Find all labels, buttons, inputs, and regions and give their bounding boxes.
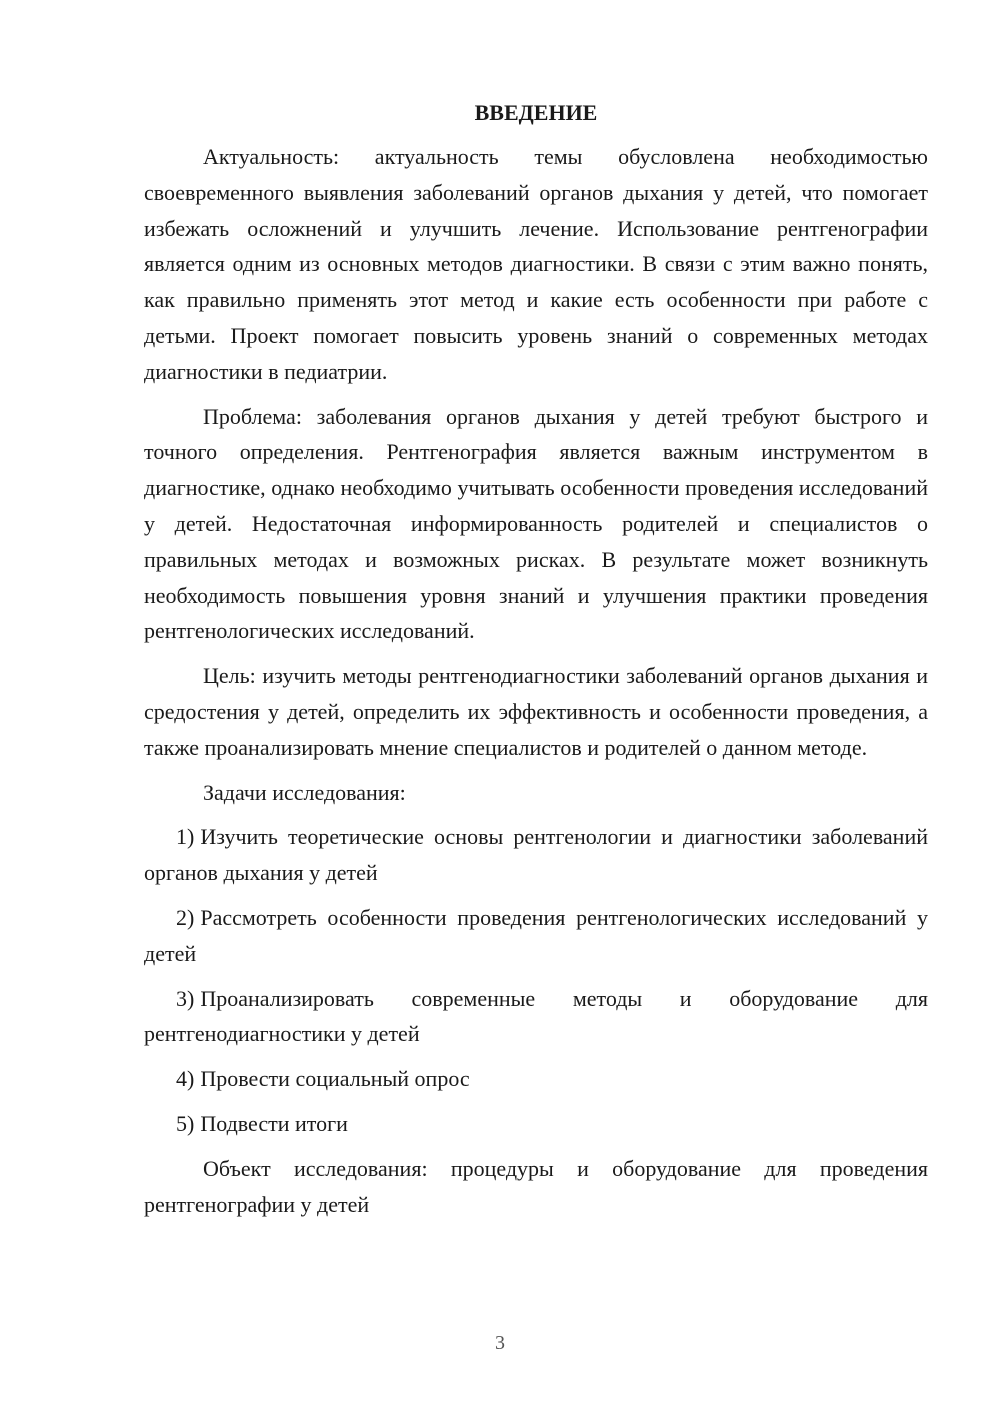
task-number: 4) (176, 1066, 195, 1092)
task-text: Подвести итоги (200, 1110, 348, 1136)
task-item-5 (144, 1106, 928, 1142)
task-number: 3) (176, 985, 195, 1011)
task-text: Изучить теоретические основы рентгенологии и диагностики заболеваний органов дыхания у детей (144, 824, 928, 886)
task-text: Рассмотреть особенности проведения рентгенологических исследований у детей (144, 904, 928, 966)
section-title: ВВЕДЕНИЕ (474, 100, 598, 125)
task-item-3 (144, 981, 928, 1053)
task-item-1 (144, 819, 928, 891)
object-paragraph: Объект исследования: процедуры и оборудование для проведения рентгенографии у детей (144, 1155, 928, 1217)
relevance-paragraph: Актуальность: актуальность темы обусловлена необходимостью своевременного выявления заболеваний органов дыхания у детей, что помогает избежать осложнений и улучшить лечение. Использование рентгенографии является одним из основных методов диагностики. В связи с этим важно понять, как правильно применять этот метод и какие есть особенности при работе с детьми. Проект помогает повысить уровень знаний о современных методах диагностики в педиатрии. (144, 144, 928, 384)
goal-paragraph: Цель: изучить методы рентгенодиагностики заболеваний органов дыхания и средостения у детей, определить их эффективность и особенности проведения, а также проанализировать мнение специалистов и родителей о данном методе. (144, 663, 928, 760)
task-number: 1) (176, 824, 195, 850)
task-text: Проанализировать современные методы и оборудование для рентгенодиагностики у детей (144, 985, 928, 1047)
task-item-4 (144, 1061, 928, 1097)
task-number: 5) (176, 1110, 195, 1136)
task-text: Провести социальный опрос (200, 1066, 470, 1092)
tasks-heading: Задачи исследования: (203, 779, 406, 805)
task-item-2 (144, 900, 928, 972)
page-number: 3 (495, 1332, 505, 1354)
page-content (144, 95, 928, 1231)
problem-paragraph: Проблема: заболевания органов дыхания у детей требуют быстрого и точного определения. Рентгенография является важным инструментом в диагностике, однако необходимо учитывать особенности проведения исследований у детей. Недостаточная информированность родителей и специалистов о правильных методах и возможных рисках. В результате может возникнуть необходимость повышения уровня знаний и улучшения практики проведения рентгенологических исследований. (144, 403, 928, 644)
task-number: 2) (176, 904, 195, 930)
